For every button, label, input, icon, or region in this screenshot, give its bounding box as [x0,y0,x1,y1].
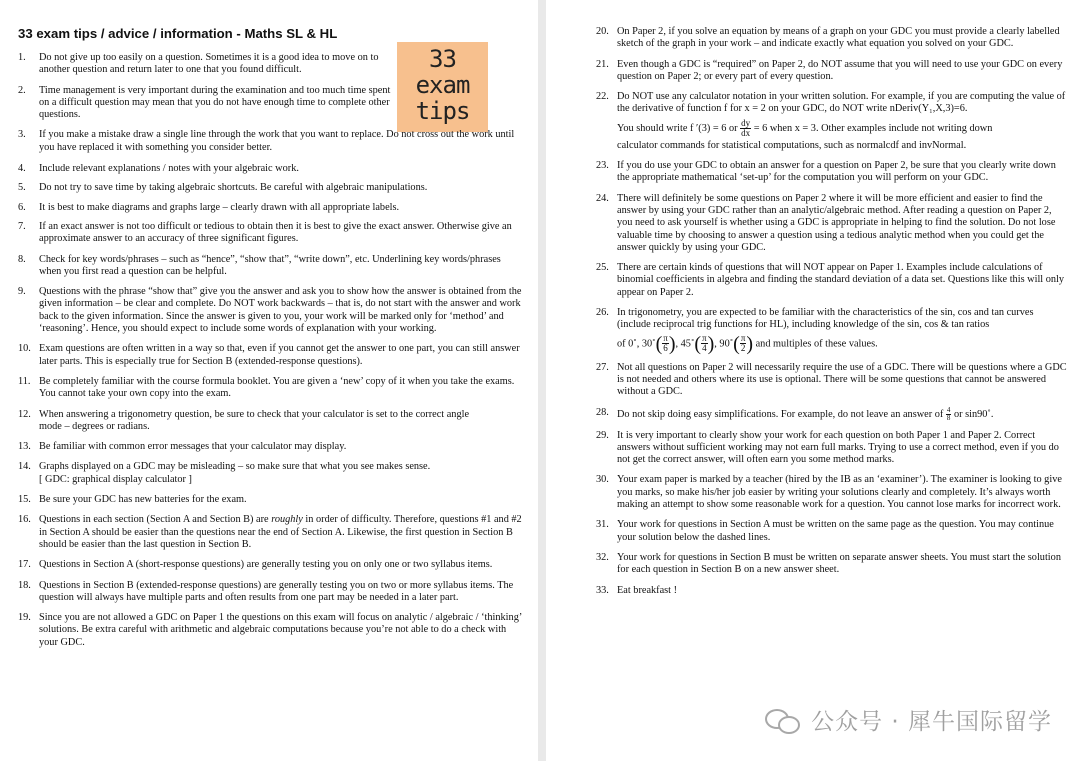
tip-2: 2. Time management is very important during the examination and too much time spent on a difficult question may mean that you do not have enough time to complete other questions. [18,84,391,121]
tip-1: 1. Do not give up too easily on a question. Sometimes it is a good idea to move on to another question and return later to one that you found difficult. [18,52,379,76]
tip-14: 14. Graphs displayed on a GDC may be misleading – so make sure that what you see makes sense. [ GDC: graphical display calculator ] [18,461,431,485]
exam-tips-sticker [397,42,488,132]
wechat-icon [765,707,801,733]
tip-22: 22. Do NOT use any calculator notation in your written solution. For example, if you are computing the value of the derivative of function f for x = 2 on your GDC, do NOT write nDeriv(Y₁,X,3)=6. You should write f ′(3) = 6 or $\frac{dy}{dx}$ = 6 when x = 3. Other examples include not writing down calculator commands for statistical computations, such as normalcdf and invNormal. [596,91,1066,151]
tip-5: 5. Do not try to save time by taking algebraic shortcuts. Be careful with algebraic manipulations. [18,182,428,194]
tip-32: 32. Your work for questions in Section B must be written on separate answer sheets. You must start the solution for each question in Section B on a new answer sheet. [596,551,1061,576]
tip-21: 21. Even though a GDC is “required” on Paper 2, do NOT assume that you will need to use your GDC on every question on Paper 2; or every part of every question. [596,58,1063,82]
tip-8: 8. Check for key words/phrases – such as “hence”, “show that”, “write down”, etc. Underlining key words/phrases when you first read a question can be helpful. [18,253,501,277]
tip-7: 7. If an exact answer is not too difficult or tedious to obtain then it is best to give the exact answer. Otherwise give an approximate answer to an accuracy of three significant figures. [18,220,512,245]
tip-9: 9. Questions with the phrase “show that” give you the answer and ask you to show how the answer is obtained from the given information – be clear and complete. Do NOT work backwards – that is, do not start with the answer and work back to the given information. Since the answer is given to you, your work will be marked only for ‘method’ and ‘reasoning’. Hence, you should expect to include some words of explanation with your working. [18,286,522,335]
document-title: 33 exam tips / advice / information - Maths SL & HL [18,26,338,41]
tip-28: 28. Do not skip doing easy simplifications. For example, do not leave an answer of $\frac{4}{8}$ or sin90˚. [596,405,994,422]
tip-26: 26. In trigonometry, you are expected to be familiar with the characteristics of the sin, cos and tan curves (include reciprocal trig functions for HL), including knowledge of the sin, cos & tan ratios of 0˚, 30˚( $\frac{\pi}{6}$ ), 45˚( $\frac{\pi}{4}$ ), 90˚( $\frac{\pi}{2}$ ) and multiples of these values. [596,307,1034,355]
sticker-line-1: 33 [429,45,456,73]
tip-31: 31. Your work for questions in Section A must be written on the same page as the question. You may continue your solution below the dashed lines. [596,519,1054,543]
sticker-line-3: tips [415,97,470,125]
tip-3: 3. If you make a mistake draw a single line through the work that you want to replace. Do not cross out the work until you have replaced it with something you consider better. [18,129,515,153]
tip-17: 17. Questions in Section A (short-response questions) are generally testing you on only one or two syllabus items. [18,559,493,571]
tip-18: 18. Questions in Section B (extended-response questions) are generally testing you on two or more syllabus items. The question will always have multiple parts and often results from one part may be needed in a later part. [18,579,514,603]
pi-over-2: $\frac{\pi}{2}$ [740,333,746,354]
tip-12: 12. When answering a trigonometry question, be sure to check that your calculator is set to the correct angle mode – degrees or radians. [18,408,470,432]
tip-30: 30. Your exam paper is marked by a teacher (hired by the IB as an ‘examiner’). The examiner is looking to give you marks, so make his/her job easier by writing your solutions clearly and completely. It’s always worth making an attempt to show some reasonable work for a question. You cannot lose marks for incorrect work. [596,474,1062,511]
tip-23: 23. If you do use your GDC to obtain an answer for a question on Paper 2, be sure that you clearly write down the appropriate mathematical ‘set-up’ for the computation you will perform on your GDC. [596,160,1056,184]
tip-29: 29. It is very important to clearly show your work for each question on both Paper 1 and Paper 2. Correct answers without sufficient working may not earn full marks. Trying to use a correct method, even if you do not get the correct answer, will often earn you some method marks. [596,429,1059,466]
dy-dx-fraction: $\frac{dy}{dx}$ [741,117,751,138]
tip-27: 27. Not all questions on Paper 2 will necessarily require the use of a GDC. There will be questions where a GDC is not needed and others where its use is optional. There will be some questions that cannot be answered without a GDC. [596,361,1067,398]
tip-13: 13. Be familiar with common error messages that your calculator may display. [18,441,347,453]
tip-20: 20. On Paper 2, if you solve an equation by means of a graph on your GDC you must provide a clearly labelled sketch of the graph in your work – and indicate exactly what equation you solved on your GDC. [596,26,1060,50]
tip-16: 16. Questions in each section (Section A and Section B) are roughly in order of difficulty. Therefore, questions #1 and #2 in Section A should be easier than the questions near the end of Section A. Likewise, the first question in Section B should be easier than the last question in Section B. [18,514,522,550]
tip-10: 10. Exam questions are often written in a way so that, even if you cannot get the answer to one part, you can still answer later parts. This is especially true for Section B (extended-response questions). [18,343,520,367]
right-page [546,0,1080,761]
pi-over-4: $\frac{\pi}{4}$ [702,333,707,354]
tip-11: 11. Be completely familiar with the course formula booklet. You are given a ‘new’ copy of it when you take the exams. You cannot take your own copy into the exam. [18,375,515,400]
tip-33: 33. Eat breakfast ! [596,584,678,596]
wechat-watermark [765,703,1052,736]
tip-15: 15. Be sure your GDC has new batteries for the exam. [18,494,247,506]
tip-24: 24. There will definitely be some questions on Paper 2 where it will be more efficient and easier to find the answer by using your GDC rather than an analytic/algebraic method. After reading a question on Paper 2, you need to ask yourself is whether using a GDC is appropriate in helping to find the solution. Do not lose valuable time by choosing to answer a question using a tedious analytic method when you could get the answer quickly by using your GDC. [596,192,1056,253]
pi-over-6: $\frac{\pi}{6}$ [663,333,668,354]
tip-6: 6. It is best to make diagrams and graphs large – clearly drawn with all appropriate labels. [18,201,400,213]
four-eighths-fraction: $\frac{4}{8}$ [946,405,951,422]
tip-19: 19. Since you are not allowed a GDC on Paper 1 the questions on this exam will focus on analytic / algebraic / ‘thinking’ solutions. Be extra careful with arithmetic and algebraic computations because you’re not able to do a check with your GDC. [18,612,522,648]
watermark-text: 公众号 · 犀牛国际留学 [811,709,1052,735]
tip-25: 25. There are certain kinds of questions that will NOT appear on Paper 1. Examples include calculations of binomial coefficients in algebra and finding the standard deviation of a data set. Questions like this will only appear on Paper 2. [596,262,1065,298]
left-page [0,0,538,761]
tip-4: 4. Include relevant explanations / notes with your algebraic work. [18,163,299,175]
sticker-line-2: exam [415,71,470,99]
tips-list-right [596,26,1068,597]
tips-list-left [18,52,524,649]
